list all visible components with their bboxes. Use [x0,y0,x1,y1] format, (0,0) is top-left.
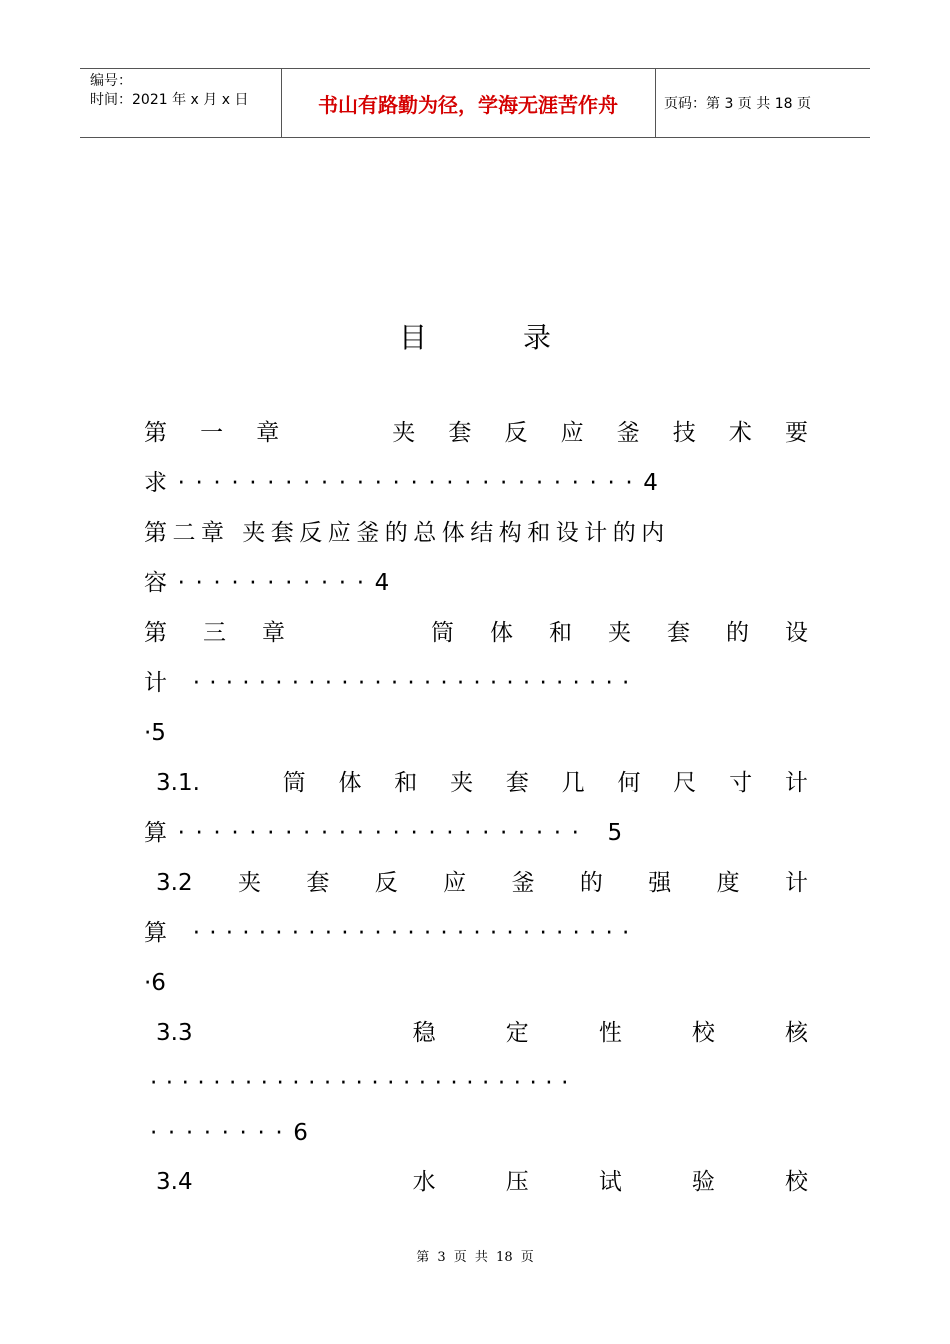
toc-char: 和 [549,620,572,646]
toc-char: 筒 [431,620,454,646]
toc-char: 筒 [282,770,306,796]
toc-char: 压 [505,1169,529,1195]
toc-char: 寸 [729,770,753,796]
toc-entry-3-2[interactable] [156,868,808,898]
toc-char: 套 [667,620,690,646]
toc-entry-3-3-leader: ··························· [150,1070,577,1096]
toc-char: 釜 [511,870,535,896]
toc-entry-3-2-page: ·6 [144,970,166,996]
toc-char: 夹 [450,770,474,796]
toc-char: 体 [490,620,513,646]
toc-char: 水 [412,1169,436,1195]
toc-entry-ch2-leader: 容···········4 [144,570,400,596]
toc-char: 定 [505,1020,529,1046]
page-footer: 第 3 页 共 18 页 [416,1250,534,1265]
toc-char: 尺 [673,770,697,796]
toc-entry-3-3[interactable] [156,1018,808,1048]
toc-char: 应 [560,420,584,446]
toc-char: 验 [691,1169,715,1195]
toc-char: 性 [598,1020,622,1046]
toc-char: 3.1. [156,770,200,796]
toc-char: 三 [203,620,226,646]
toc-char: 套 [448,420,472,446]
toc-char: 夹 [608,620,631,646]
header-divider [655,69,656,137]
toc-char: 几 [561,770,585,796]
toc-entry-ch3-leader: 计 ··························· [144,670,639,696]
toc-char: 反 [504,420,528,446]
header-page-info: 页码：第 3 页 共 18 页 [664,96,811,112]
toc-entry-3-2-leader: 算 ··························· [144,920,639,946]
header-motto: 书山有路勤为径，学海无涯苦作舟 [318,92,618,117]
toc-char: 3.2 [156,870,193,896]
toc-char: 术 [728,420,752,446]
toc-char: 试 [598,1169,622,1195]
toc-entry-3-1[interactable] [156,768,808,798]
toc-char: 度 [716,870,740,896]
toc-char: 稳 [412,1020,436,1046]
toc-entry-ch3-page: ·5 [144,720,166,746]
toc-char: 3.3 [156,1020,193,1046]
toc-char: 釜 [616,420,640,446]
number-label: 编号： [90,73,132,89]
toc-char: 要 [784,420,808,446]
toc-char: 第 [144,620,167,646]
toc-char: 一 [200,420,224,446]
toc-char: 和 [394,770,418,796]
toc-title-char: 目 [398,321,427,354]
header-meta [90,72,248,110]
toc-entry-3-1-leader: 算······················· 5 [144,820,633,846]
toc-char: 套 [505,770,529,796]
toc-entry-3-4[interactable] [156,1167,808,1197]
toc-char: 套 [306,870,330,896]
toc-char: 章 [262,620,285,646]
toc-char: 校 [691,1020,715,1046]
toc-char: 核 [784,1020,808,1046]
toc-char: 体 [338,770,362,796]
toc-char: 应 [443,870,467,896]
toc-title [0,316,950,356]
toc-char: 计 [784,870,808,896]
toc-title-char: 录 [523,321,552,354]
toc-char: 设 [785,620,808,646]
toc-char: 第 [144,420,167,446]
toc-entry-3-3-page: ········6 [150,1120,319,1146]
toc-char: 计 [784,770,808,796]
toc-entry-ch3[interactable] [144,618,808,648]
toc-entry-ch1-leader: 求··························4 [144,470,669,496]
toc-char: 技 [672,420,696,446]
toc-char: 3.4 [156,1169,193,1195]
toc-char: 何 [617,770,641,796]
page-header [80,68,870,138]
toc-char: 夹 [237,870,261,896]
toc-char: 强 [648,870,672,896]
toc-entry-ch1[interactable] [144,418,808,448]
toc-char: 的 [579,870,603,896]
toc-char: 校 [784,1169,808,1195]
toc-char: 夹 [392,420,416,446]
toc-char: 章 [256,420,280,446]
time-label: 时间：2021 年 x 月 x 日 [90,92,249,108]
toc-char: 的 [726,620,749,646]
toc-entry-ch2[interactable]: 第二章 夹套反应釜的总体结构和设计的内 [144,520,670,546]
toc-char: 反 [374,870,398,896]
